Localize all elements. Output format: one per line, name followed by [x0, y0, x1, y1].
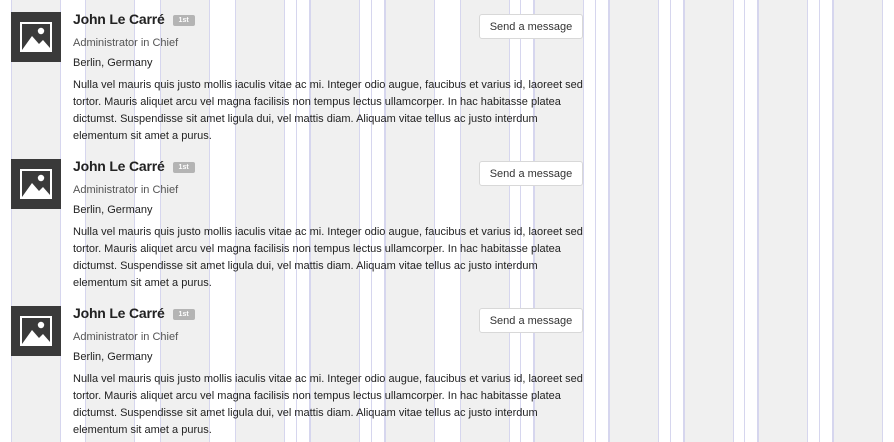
profile-bio: Nulla vel mauris quis justo mollis iaculis vitae ac mi. Integer odio augue, faucibus et varius id, laoreet sed tortor. Mauris aliquet arcu vel magna facilisis non tempus lectus ullamcorper. In hac habitasse platea dictumst. Suspendisse sit amet ligula dui, vel mattis diam. Aliquam vitae tellus ac justo interdum elementum sit amet a purus.: [73, 373, 583, 436]
profile-location: Berlin, Germany: [73, 57, 153, 69]
send-message-button[interactable]: Send a message: [479, 161, 583, 186]
profile-location: Berlin, Germany: [73, 204, 153, 216]
profile-header: [73, 305, 195, 321]
avatar: [11, 159, 61, 209]
image-placeholder-icon: [20, 316, 52, 346]
avatar: [11, 12, 61, 62]
profile-name[interactable]: John Le Carré: [73, 11, 165, 27]
image-placeholder-icon: [20, 22, 52, 52]
profile-header: [73, 158, 195, 174]
profile-name[interactable]: John Le Carré: [73, 305, 165, 321]
connection-badge: 1st: [173, 15, 195, 26]
image-placeholder-icon: [20, 169, 52, 199]
connection-badge: 1st: [173, 162, 195, 173]
profile-bio: Nulla vel mauris quis justo mollis iaculis vitae ac mi. Integer odio augue, faucibus et varius id, laoreet sed tortor. Mauris aliquet arcu vel magna facilisis non tempus lectus ullamcorper. In hac habitasse platea dictumst. Suspendisse sit amet ligula dui, vel mattis diam. Aliquam vitae tellus ac justo interdum elementum sit amet a purus.: [73, 79, 583, 142]
profile-header: [73, 11, 195, 27]
profile-name[interactable]: John Le Carré: [73, 158, 165, 174]
send-message-button[interactable]: Send a message: [479, 308, 583, 333]
profile-card: [0, 294, 600, 441]
avatar: [11, 306, 61, 356]
profile-card: [0, 0, 600, 147]
profile-card: [0, 147, 600, 294]
send-message-button[interactable]: Send a message: [479, 14, 583, 39]
profile-location: Berlin, Germany: [73, 351, 153, 363]
profile-title: Administrator in Chief: [73, 37, 179, 49]
connection-badge: 1st: [173, 309, 195, 320]
profile-bio: Nulla vel mauris quis justo mollis iaculis vitae ac mi. Integer odio augue, faucibus et varius id, laoreet sed tortor. Mauris aliquet arcu vel magna facilisis non tempus lectus ullamcorper. In hac habitasse platea dictumst. Suspendisse sit amet ligula dui, vel mattis diam. Aliquam vitae tellus ac justo interdum elementum sit amet a purus.: [73, 226, 583, 289]
profile-title: Administrator in Chief: [73, 331, 179, 343]
profile-title: Administrator in Chief: [73, 184, 179, 196]
